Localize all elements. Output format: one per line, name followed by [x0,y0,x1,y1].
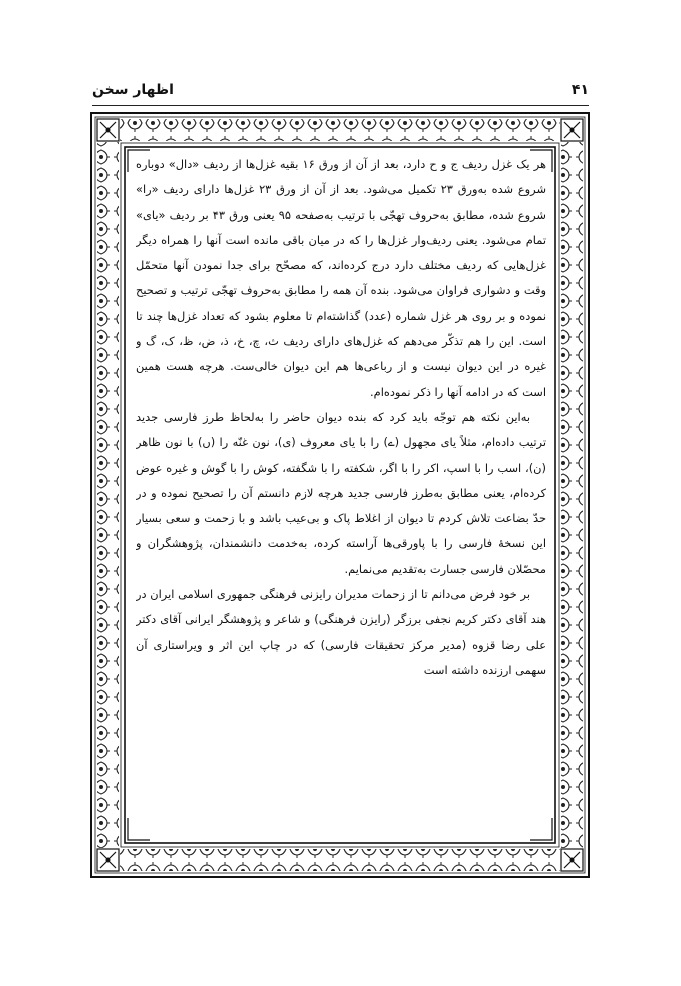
body-text [136,152,546,842]
header-rule [92,105,589,106]
page-number: ۴۱ [571,82,589,98]
paragraph-1: هر یک غزل ردیف ج و ح دارد، بعد از آن از ورق ۱۶ بقیه غزل‌ها از ردیف «دال» دوباره شروع شده به‌ورق ۲۳ تکمیل می‌شود. بعد از آن از ورق ۲۳ غزل‌ها دارای ردیف «را» شروع شده، مطابق به‌حروف تهجّی با ترتیب به‌صفحه ۹۵ یعنی ورق ۴۳ بر ردیف «یای» تمام می‌شود. یعنی ردیف‌وار غزل‌ها را که در میان باقی مانده است آنها را همراه دیگر غزل‌هایی که ردیف مختلف دارد درج کرده‌اند، که مصحّح برای جدا نمودن آنها متحمّل وقت و دشواری فراوان می‌شود. بنده آن همه را مطابق به‌حروف تهجّی ترتیب و تصحیح نموده و بر روی هر غزل شماره (عدد) گذاشته‌ام تا معلوم بشود که تعداد غزل‌ها چند تا است. این را هم تذکّر می‌دهم که غزل‌های دارای ردیف ث، چ، خ، ذ، ض، ظ، ک، گ و غیره در این دیوان نیست و از رباعی‌ها هم این دیوان خالی‌ست. هرچه هست همین است که در ادامه آنها را ذکر نموده‌ام. [136,157,546,399]
running-head [92,82,589,106]
paragraph-3: بر خود فرض می‌دانم تا از زحمات مدیران رایزنی فرهنگی جمهوری اسلامی ایران در هند آقای دکتر کریم نجفی برزگر (رایزن فرهنگی) و شاعر و پژوهشگر ایرانی آقای دکتر علی رضا قزوه (مدیر مرکز تحقیقات فارسی) که در چاپ این اثر و ویراستاری آن سهمی ارزنده داشته است [136,587,546,677]
paragraph-2: به‌این نکته هم توجّه باید کرد که بنده دیوان حاضر را به‌لحاظ طرز فارسی جدید ترتیب داده‌ام، مثلاً یای مجهول (ے) را با یای معروف (ی)، نون غنّه را (ں) با نون ظاهر (ن)، اسب را با اسپ، اکر را با اگر، شکفته را با شگفته، کوش را با گوش و غیره عوض کرده‌ام، یعنی مطابق به‌طرز فارسی جدید هرچه لازم دانستم آن را تصحیح نموده و در حدّ بضاعت تلاش کردم تا دیوان از اغلاط پاک و بی‌عیب باشد و با زحمت و سعی بسیار این نسخهٔ فارسی را با پاورقی‌ها آراسته کرده، به‌خدمت دانشمندان، پژوهشگران و محصّلان فارسی جسارت به‌تقدیم می‌نمایم. [136,409,546,576]
running-title: اظهار سخن [92,82,174,98]
